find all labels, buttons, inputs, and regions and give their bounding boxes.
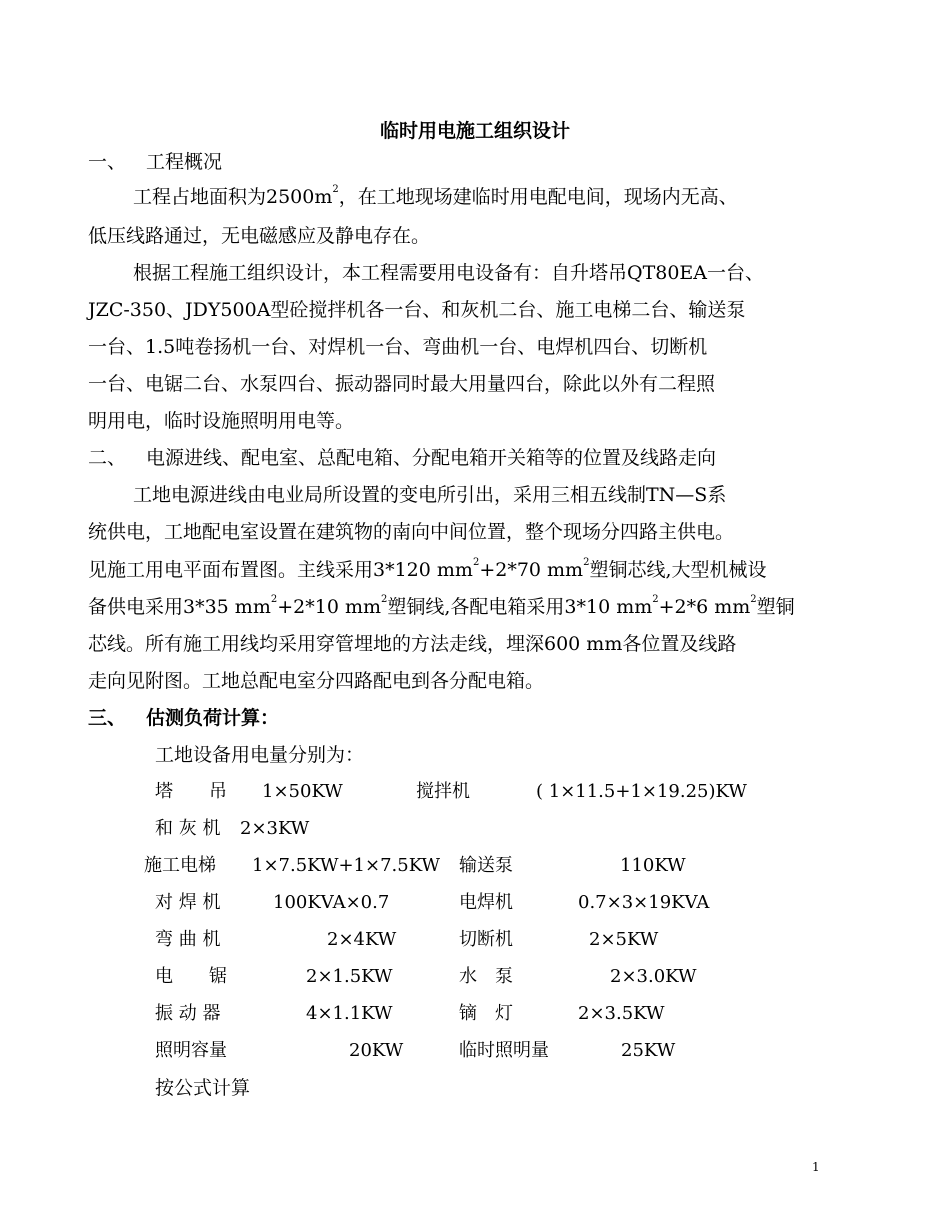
row8-value1: 20KW <box>349 1040 404 1061</box>
row1-name1: 塔 吊 <box>155 781 227 802</box>
s1-para2-line5: 明用电，临时设施照明用电等。 <box>88 410 355 432</box>
row8-name2: 临时照明量 <box>459 1040 549 1061</box>
s2-line1: 工地电源进线由电业局所设置的变电所引出，采用三相五线制TN—S系 <box>133 484 727 506</box>
s3-formula-note: 按公式计算 <box>155 1077 251 1099</box>
row5-value1: 2×4KW <box>327 929 397 950</box>
document-title: 临时用电施工组织设计 <box>379 120 570 142</box>
row7-value1: 4×1.1KW <box>306 1003 393 1024</box>
row6-name1: 电 锯 <box>155 966 227 987</box>
row7-name2: 镝 灯 <box>459 1003 513 1024</box>
row6-value1: 2×1.5KW <box>306 966 393 987</box>
row6-name2: 水 泵 <box>459 966 513 987</box>
row6-value2: 2×3.0KW <box>610 966 697 987</box>
section-2-heading: 电源进线、配电室、总配电箱、分配电箱开关箱等的位置及线路走向 <box>146 447 717 469</box>
row3-value1: 1×7.5KW+1×7.5KW <box>252 855 441 876</box>
row8-name1: 照明容量 <box>155 1040 227 1061</box>
s2-line3: 见施工用电平面布置图。主线采用3*120 $mm^2+2*70$ $mm^2$塑铜芯线,大型机械设 <box>88 557 767 581</box>
section-3-heading: 估测负荷计算： <box>146 707 280 729</box>
s1-para2-line1: 根据工程施工组织设计，本工程需要用电设备有：自升塔吊QT80EA一台、 <box>133 262 765 284</box>
row7-value2: 2×3.5KW <box>578 1003 665 1024</box>
row5-value2: 2×5KW <box>589 929 659 950</box>
row8-value2: 25KW <box>621 1040 676 1061</box>
row1-value1: 1×50KW <box>262 781 343 802</box>
section-1-number: 一、 <box>88 151 127 173</box>
page-number: 1 <box>812 1160 820 1174</box>
row1-value2: ( 1×11.5+1×19.25)KW <box>536 781 747 802</box>
section-2-number: 二、 <box>88 447 127 469</box>
row5-name1: 弯 曲 机 <box>155 929 221 950</box>
row3-name1: 施工电梯 <box>144 855 216 876</box>
row2-value1: 2×3KW <box>240 818 310 839</box>
section-3-number: 三、 <box>88 707 127 729</box>
s1-para2-line2: JZC-350、JDY500A型砼搅拌机各一台、和灰机二台、施工电梯二台、输送泵 <box>88 299 746 321</box>
s1-para2-line4: 一台、电锯二台、水泵四台、振动器同时最大用量四台，除此以外有二程照 <box>88 373 716 395</box>
s1-para1-line1: 工程占地面积为$2500m^2$，在工地现场建临时用电配电间，现场内无高、 <box>133 184 738 208</box>
s1-para1-line2: 低压线路通过，无电磁感应及静电存在。 <box>88 225 431 247</box>
section-1-heading: 工程概况 <box>146 151 223 173</box>
s2-line5: 芯线。所有施工用线均采用穿管埋地的方法走线，埋深600 mm各位置及线路 <box>88 633 737 655</box>
row7-name1: 振 动 器 <box>155 1003 221 1024</box>
row4-value2: 0.7×3×19KVA <box>578 892 710 913</box>
s2-line4: 备供电采用3*35 $mm^2+2*10$ $mm^2$塑铜线,各配电箱采用3*10 $mm^2+2*6$ $mm^2$塑铜 <box>88 594 795 618</box>
row4-value1: 100KVA×0.7 <box>273 892 390 913</box>
s2-line6: 走向见附图。工地总配电室分四路配电到各分配电箱。 <box>88 670 545 692</box>
row3-name2: 输送泵 <box>459 855 513 876</box>
s3-intro: 工地设备用电量分别为： <box>155 744 365 766</box>
row4-name1: 对 焊 机 <box>155 892 221 913</box>
row5-name2: 切断机 <box>459 929 513 950</box>
s1-para2-line3: 一台、1.5吨卷扬机一台、对焊机一台、弯曲机一台、电焊机四台、切断机 <box>88 336 708 358</box>
row1-name2: 搅拌机 <box>416 781 470 802</box>
row4-name2: 电焊机 <box>459 892 513 913</box>
s2-line2: 统供电，工地配电室设置在建筑物的南向中间位置，整个现场分四路主供电。 <box>88 521 735 543</box>
row3-value2: 110KW <box>620 855 686 876</box>
row2-name1: 和 灰 机 <box>155 818 221 839</box>
